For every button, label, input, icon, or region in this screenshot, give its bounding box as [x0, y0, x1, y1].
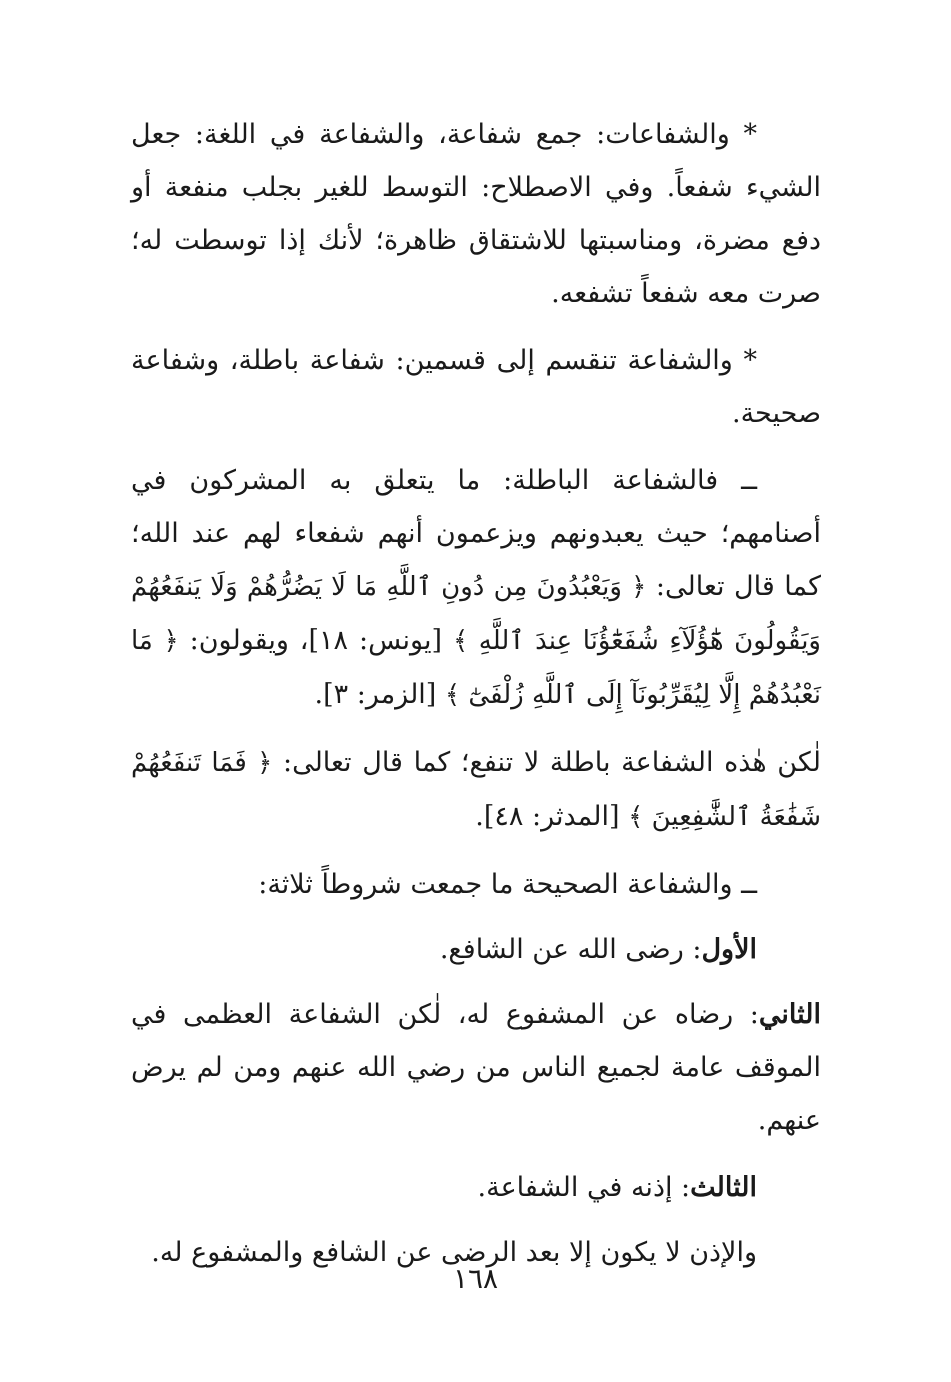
paragraph-definition: * والشفاعات: جمع شفاعة، والشفاعة في اللغة: جعل الشيء شفعاً. وفي الاصطلاح: التوسط للغير بجلب منفعة أو دفع مضرة، ومناسبتها للاشتقاق ظاهرة؛ لأنك إذا توسطت له؛ صرت معه شفعاً تشفعه.	[131, 119, 821, 309]
condition-first-label: الأول	[701, 934, 757, 965]
false-intercession-intro: ــ فالشفاعة الباطلة: ما يتعلق به المشركون في أصنامهم؛ حيث يعبدونهم ويزعمون أنهم شفعاء لهم عند الله؛ كما قال تعالى:	[131, 465, 821, 602]
condition-first-text: : رضى الله عن الشافع.	[439, 934, 702, 965]
paragraph-permission: والإذن لا يكون إلا بعد الرضى عن الشافع والمشفوع له.	[151, 1237, 757, 1268]
condition-second-label: الثاني	[758, 999, 821, 1030]
no-benefit-intro: لٰكن هٰذه الشفاعة باطلة لا تنفع؛ كما قال تعالى:	[272, 747, 821, 778]
condition-third-label: الثالث	[690, 1172, 757, 1203]
quran-verse-yunus: ﴿ وَيَعْبُدُونَ مِن دُونِ ٱللَّهِ مَا لَا يَضُرُّهُمْ وَلَا يَنفَعُهُمْ وَيَقُولُونَ هَٰٓؤُلَآءِ شُفَعَٰٓؤُنَا عِندَ ٱللَّهِ ﴾	[131, 572, 821, 656]
condition-third-text: : إذنه في الشفاعة.	[477, 1172, 691, 1203]
paragraph-division: * والشفاعة تنقسم إلى قسمين: شفاعة باطلة، وشفاعة صحيحة.	[131, 345, 821, 429]
paragraph-valid-intercession: ــ والشفاعة الصحيحة ما جمعت شروطاً ثلاثة:	[258, 869, 757, 900]
reference-muddaththir: [المدثر: ٤٨].	[475, 801, 629, 832]
page-body	[131, 108, 821, 1293]
quran-verse-muddaththir: ﴿ فَمَا تَنفَعُهُمْ شَفَٰعَةُ ٱلشَّٰفِعِينَ ﴾	[131, 748, 821, 832]
paragraph-no-benefit	[131, 736, 821, 844]
condition-second-text: : رضاه عن المشفوع له، لٰكن الشفاعة العظمى في الموقف عامة لجميع الناس من رضي الله عنهم ومن لم يرض عنهم.	[131, 999, 821, 1136]
quran-verse-zumar: ﴿ مَا نَعْبُدُهُمْ إِلَّا لِيُقَرِّبُونَآ إِلَى ٱللَّهِ زُلْفَىٰٓ ﴾	[131, 626, 821, 710]
page-number: ١٦٨	[452, 1262, 499, 1295]
condition-first	[131, 923, 821, 976]
reference-zumar: [الزمر: ٣].	[314, 679, 445, 710]
paragraph-false-intercession	[131, 454, 821, 722]
condition-second	[131, 988, 821, 1147]
reference-yunus: [يونس: ١٨]، ويقولون:	[178, 625, 453, 656]
condition-third	[131, 1161, 821, 1214]
